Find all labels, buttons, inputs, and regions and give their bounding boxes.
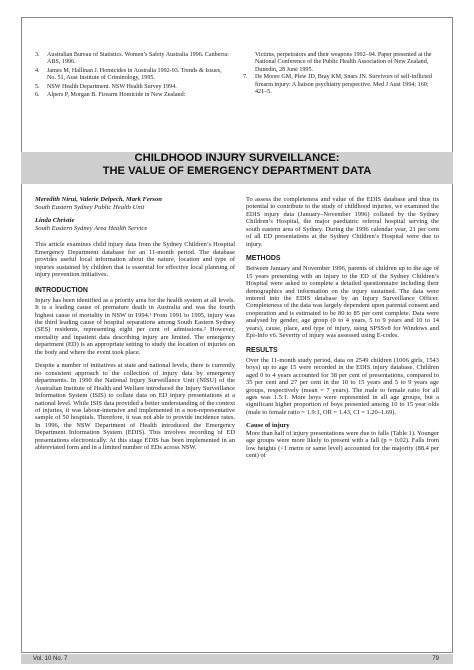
- references-section: [35, 52, 439, 100]
- author-affiliation-2: South Eastern Sydney Area Health Service: [35, 224, 148, 232]
- cause-of-injury-heading: Cause of injury: [246, 422, 290, 430]
- references-list-left: [35, 52, 231, 99]
- introduction-paragraph-1: Injury has been identified as a priority area for the health system at all levels. It is a leading cause of premature death in Australia and was the fourth highest cause of mortality in NSW in 1994.¹ From 1991 to 1995, injury was the third leading cause of hospital separations among South Eastern Sydney (SES) residents, representing eight per cent of admissions.² However, mortality and inpatient data describing injury are limited. The emergency department (ED) is an appropriate setting to study the location of injuries on the body and where the event took place.: [35, 296, 235, 356]
- title-line-2: THE VALUE OF EMERGENCY DEPARTMENT DATA: [102, 165, 372, 177]
- reference-item: [35, 84, 231, 91]
- author-affiliation-1: South Eastern Sydney Public Health Unit: [35, 203, 145, 211]
- cause-of-injury-paragraph: More than half of injury presentations were due to falls (Table 1). Younger age groups were more likely to present with a fall (p = 0.02). Falls from low heights (<1 metre or same level) accounted for the majority (88.4 per cent) of: [246, 429, 439, 460]
- references-list-right: [243, 74, 439, 96]
- results-heading: RESULTS: [246, 346, 278, 354]
- references-right-column: [243, 52, 439, 100]
- abstract: This article examines child injury data from the Sydney Children’s Hospital Emergency Department database for an 11-month period. The database provides useful local information about the nature, location and type of injuries sustained by children that is essential for effective local planning of injury prevention initiatives.: [35, 241, 235, 279]
- page-footer: [21, 654, 453, 664]
- introduction-heading: INTRODUCTION: [35, 286, 88, 294]
- article-body: [35, 196, 439, 636]
- introduction-paragraph-2: Despite a number of initiatives at state and national levels, there is currently no consistent approach to the collection of injury data by emergency departments. In 1990 the National Injury Surveillance Unit (NISU) of the Australian Institute of Health and Welfare introduced the Injury Surveillance Information System (ISIS) to collate data on ED injury presentations at a national level. While ISIS data provided a better understanding of the context of injuries, it was labour-intensive and implemented in a non-representative sample of 50 hospitals. Therefore, it was not able to provide incidence rates. In 1996, the NSW Department of Health introduced the Emergency Department Information System (EDIS). This involves recording of ED presentations electronically. At this stage EDIS has been implemented in an abbreviated form and in a limited number of EDs across NSW.: [35, 362, 235, 452]
- title-line-1: CHILDHOOD INJURY SURVEILLANCE:: [134, 152, 340, 164]
- references-left-column: [35, 52, 231, 100]
- author-names-2: Linda Christie: [35, 217, 75, 225]
- reference-item: [243, 74, 439, 96]
- methods-heading: METHODS: [246, 255, 281, 263]
- reference-number: 7.: [243, 74, 248, 81]
- results-paragraph: Over the 11-month study period, data on 2549 children (1006 girls, 1543 boys) up to age 15 were recorded in the EDIS injury database. Children aged 0 to 4 years accounted for 38 per cent of presentations, compared to 35 per cent and 27 per cent in the 10 to 15 years and 5 to 9 years age groups, respectively (mean = 7 years). The male to female ratio for all ages was 1.5:1. More boys were represented in all age groups, but a significant higher proportion of boys presented among 10 to 15 year olds (male to female ratio = 1.9:1, OR = 1.43, CI = 1.20–1.69).: [246, 356, 439, 416]
- reference-text: NSW Health Department. NSW Health Survey 1994.: [47, 83, 177, 90]
- article-title: [21, 152, 453, 178]
- reference-text: Australian Bureau of Statistics. Women’s Safety Australia 1996. Canberra: ABS, 1996.: [47, 52, 229, 66]
- methods-paragraph: Between January and November 1996, parents of children up to the age of 15 years presenting with an injury to the ED of the Sydney Children’s Hospital were asked to complete a detailed questionnaire including their demographics and information on the injury sustained. The data were entered into the EDIS database by an Injury Surveillance Officer. Completeness of the data was largely dependent upon parental consent and cooperation and is estimated to be 80 to 85 per cent complete. Data were analysed by gender, age group (0 to 4 years, 5 to 9 years and 10 to 14 years), cause, place, and type of injury, using SPSSv8 for Windows and Epi-Info v6. Severity of injury was assessed using E-codes.: [246, 265, 439, 340]
- reference-text: De Moore GM, Plew JD, Bray KM, Snars JN. Survivors of self-inflicted firearm injury: A liaison psychiatry perspective. Med J Aust 1994; 160: 421–5.: [255, 74, 432, 96]
- left-column: [35, 196, 235, 452]
- reference-continuation: Victims, perpetrators and their weapons 1992–94. Paper presented at the National Conference of the Public Health Association of New Zealand, Dunedin, 28 June 1995.: [255, 52, 432, 73]
- reference-item: [35, 68, 231, 83]
- right-column: [246, 196, 439, 460]
- study-aim-paragraph: To assess the completeness and value of the EDIS database and thus its potential to contribute to the study of childhood injuries, we examined the EDIS injury data (January–November 1996) collated by the Sydney Children’s Hospital, the major paediatric referral hospital serving the south eastern area of Sydney. During the 1996 calendar year, 21 per cent of all ED presentations at the Sydney Children’s Hospital were due to injury.: [246, 196, 439, 248]
- reference-item: [35, 52, 231, 67]
- reference-text: Alpers P, Morgan B. Firearm Homicide in New Zealand:: [47, 92, 186, 99]
- reference-text: James M, Hallinan J. Homicides in Australia 1992-93. Trends & Issues, No. 51, Aust Institute of Criminology, 1995.: [47, 67, 222, 82]
- author-names-1: Meredith Nirui, Valerie Delpech, Mark Ferson: [35, 196, 162, 203]
- reference-number: 6.: [35, 92, 40, 99]
- reference-number: 3.: [35, 52, 40, 58]
- author-block: [35, 196, 235, 232]
- volume-issue: Vol. 10 No. 7: [33, 656, 68, 662]
- reference-item: [35, 92, 231, 99]
- reference-number: 5.: [35, 83, 40, 90]
- reference-number: 4.: [35, 67, 40, 74]
- page-number: 79: [432, 656, 439, 662]
